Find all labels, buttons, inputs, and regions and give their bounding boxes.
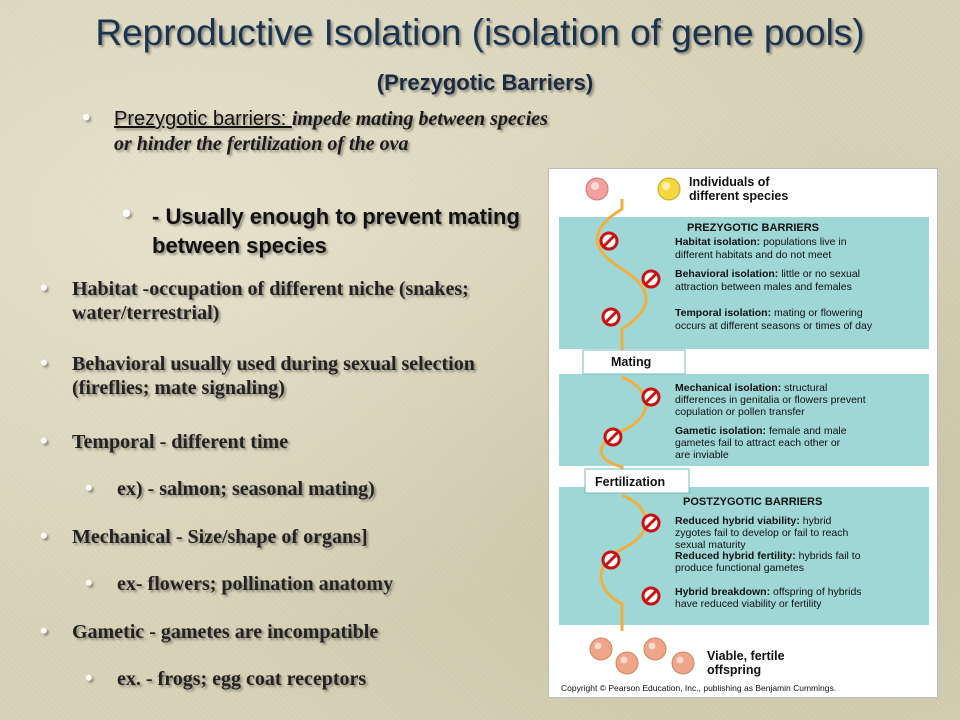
intro-sub-text: - Usually enough to prevent mating between species	[152, 204, 520, 258]
bullet-text: ex. - frogs; egg coat receptors	[117, 668, 367, 690]
offspring-icon	[590, 638, 694, 674]
bullet-mechanical-example	[85, 572, 545, 596]
bullet-icon: •	[85, 665, 93, 690]
bullet-text: Habitat -occupation of different niche (snakes; water/terrestrial)	[72, 278, 469, 324]
start-label-2: different species	[689, 189, 789, 203]
start-label-1: Individuals of	[689, 175, 770, 189]
block-icon	[643, 389, 659, 405]
barrier-temporal: Temporal isolation: mating or flowering occurs at different seasons or times of day	[675, 307, 873, 332]
postzygotic-header: POSTZYGOTIC BARRIERS	[683, 496, 823, 508]
bullet-gametic	[40, 620, 540, 644]
fertilization-label: Fertilization	[595, 475, 666, 489]
barrier-gametic: Gametic isolation: female and male gametes fail to attract each other or are inviable	[675, 425, 847, 461]
bullet-temporal-example	[85, 477, 545, 501]
bullet-gametic-example	[85, 667, 545, 691]
barrier-hybrid-fertility: Reduced hybrid fertility: hybrids fail to produce functional gametes	[675, 550, 861, 574]
barrier-habitat: Habitat isolation: populations live in different habitats and do not meet	[675, 236, 847, 261]
bullet-habitat	[40, 277, 540, 325]
prezygotic-header: PREZYGOTIC BARRIERS	[687, 222, 820, 234]
barrier-behavioral: Behavioral isolation: little or no sexual attraction between males and females	[675, 268, 860, 293]
bullet-icon: •	[82, 104, 91, 131]
copyright-text: Copyright © Pearson Education, Inc., publishing as Benjamin Cummings.	[561, 683, 837, 693]
block-icon	[603, 552, 619, 568]
end-label-1: Viable, fertile	[707, 649, 785, 663]
block-icon	[643, 588, 659, 604]
block-icon	[605, 429, 621, 445]
bullet-text: Mechanical - Size/shape of organs]	[72, 526, 368, 548]
bullet-icon: •	[40, 618, 48, 643]
block-icon	[643, 515, 659, 531]
barrier-hybrid-breakdown: Hybrid breakdown: offspring of hybrids have reduced viability or fertility	[675, 586, 862, 610]
bullet-icon: •	[40, 350, 48, 375]
egg-yellow-icon	[658, 178, 680, 200]
bullet-icon: •	[40, 275, 48, 300]
intro-label: Prezygotic barriers:	[114, 108, 292, 130]
bullet-behavioral	[40, 352, 540, 400]
bullet-text: Behavioral usually used during sexual selection (fireflies; mate signaling)	[72, 353, 475, 399]
intro-bullet	[82, 104, 562, 157]
bullet-mechanical	[40, 525, 540, 549]
block-icon	[603, 309, 619, 325]
bullet-text: Temporal - different time	[72, 431, 289, 453]
block-icon	[601, 233, 617, 249]
bullet-text: Gametic - gametes are incompatible	[72, 621, 379, 643]
bullet-icon: •	[40, 523, 48, 548]
bullet-temporal	[40, 430, 540, 454]
end-label-2: offspring	[707, 663, 762, 677]
reproductive-barriers-figure	[548, 168, 938, 698]
barrier-mechanical: Mechanical isolation: structural differences in genitalia or flowers prevent copulation or pollen transfer	[675, 382, 866, 418]
mating-label: Mating	[611, 355, 652, 369]
intro-sub-bullet	[122, 198, 552, 260]
bullet-icon: •	[122, 198, 132, 228]
barrier-hybrid-viability: Reduced hybrid viability: hybrid zygotes fail to develop or fail to reach sexual maturity	[675, 515, 849, 551]
intro-description: impede mating between species or hinder the fertilization of the ova	[114, 108, 548, 155]
bullet-icon: •	[85, 475, 93, 500]
bullet-text: ex) - salmon; seasonal mating)	[117, 478, 375, 500]
slide-subtitle: (Prezygotic Barriers)	[376, 70, 594, 95]
slide-title: Reproductive Isolation (isolation of gene pools)	[95, 12, 865, 53]
bullet-icon: •	[40, 428, 48, 453]
bullet-text: ex- flowers; pollination anatomy	[117, 573, 394, 595]
block-icon	[643, 271, 659, 287]
barriers-diagram	[549, 169, 937, 697]
bullet-icon: •	[85, 570, 93, 595]
